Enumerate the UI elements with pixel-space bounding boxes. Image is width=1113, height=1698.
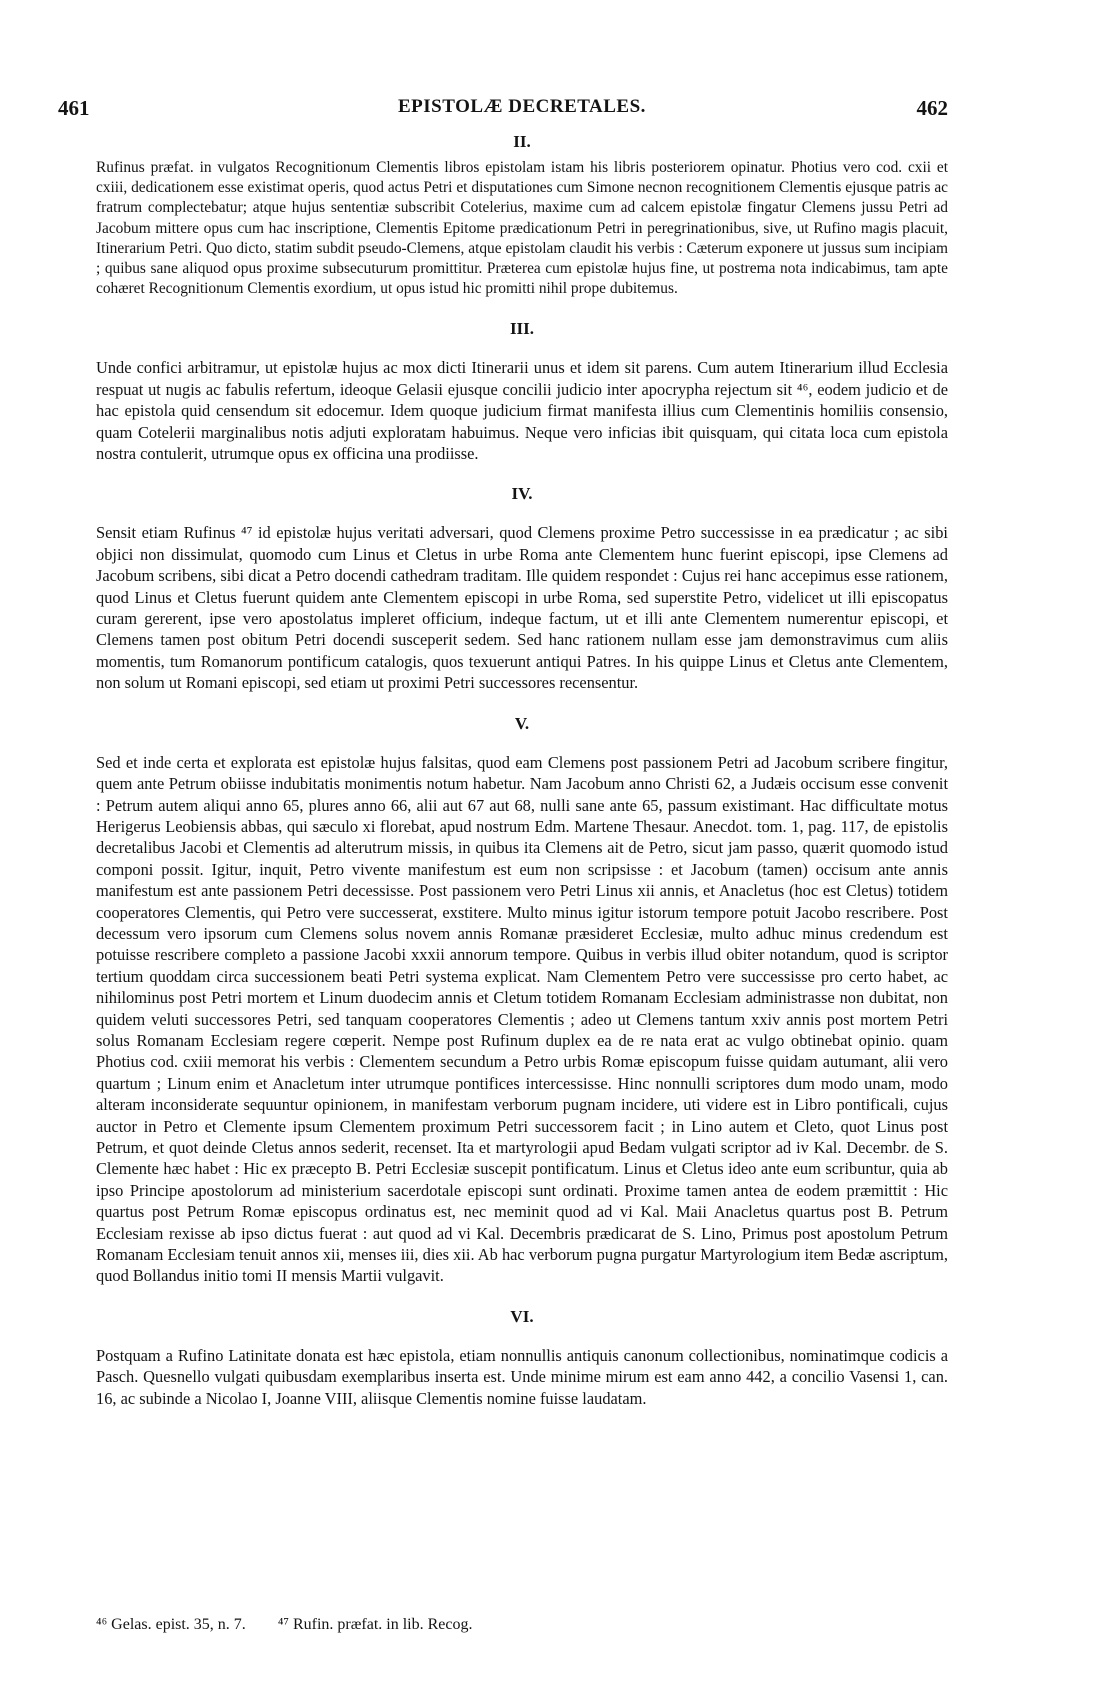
running-header bbox=[58, 96, 948, 124]
section-paragraph: Postquam a Rufino Latinitate donata est hæc epistola, etiam nonnullis antiquis canonum collectionibus, nominatimque codicis a Pasch. Quesnello vulgati quibusdam exemplaribus inserta est. Unde minime mirum est eam anno 442, a concilio Vasensi 1, can. 16, ac subinde a Nicolao I, Joanne VIII, aliisque Clementis nomine fuisse laudatam. bbox=[96, 1345, 948, 1408]
footnote: ⁴⁶ Gelas. epist. 35, n. 7. bbox=[96, 1616, 246, 1633]
body-text bbox=[96, 130, 948, 1409]
section-paragraph: Unde confici arbitramur, ut epistolæ hujus ac mox dicti Itinerarii unus et idem sit parens. Cum autem Itinerarium illud Ecclesia respuat ut nugis ac fabulis refertum, ideoque Gelasii ejusque concilii judicio inter apocrypha rejectum sit ⁴⁶, eodem judicio et de hac epistola quid censendum sit edocemur. Idem quoque judicium firmat manifesta illius cum Clementinis homiliis consensio, quam Cotelerii marginalibus notis adjuti exploratam habuimus. Neque vero inficias ibit quisquam, qui citata loca cum epistola nostra contulerit, utrumque opus ex officina una prodiisse. bbox=[96, 358, 948, 464]
section-number: V. bbox=[514, 713, 530, 733]
footnote: ⁴⁷ Rufin. præfat. in lib. Recog. bbox=[277, 1616, 473, 1633]
running-title: EPISTOLÆ DECRETALES. bbox=[398, 96, 646, 117]
section-number: III. bbox=[509, 319, 535, 339]
page-number-left: 461 bbox=[58, 96, 90, 120]
section-number: VI. bbox=[510, 1306, 534, 1326]
section-number: IV. bbox=[511, 484, 533, 504]
section-paragraph: Rufinus præfat. in vulgatos Recognitionum Clementis libros epistolam istam his libris posteriorem opinatur. Photius vero cod. cxii et cxiii, dedicationem esse existimat operis, quod actus Petri et disputationes cum Simone necnon recognitionem Clementis ejusque patris ac fratrum complectebatur; atque hujus sententiæ subscribit Cotelerius, maxime cum ad calcem epistolæ fingatur Clemens jussu Petri ad Jacobum mittere opus cum hac inscriptione, Clementis Epitome prædicationum Petri in peregrinationibus, sive, ut Rufino magis placuit, Itinerarium Petri. Quo dicto, statim subdit pseudo-Clemens, atque epistolam claudit his verbis : Cæterum exponere ut jussus sum incipiam ; quibus sane aliquod opus proxime subsecuturum promittitur. Præterea cum epistolæ hujus fine, ut postrema nota indicabimus, tam apte cohæret Recognitionum Clementis exordium, ut opus istud hic promitti nihil prope dubitemus. bbox=[96, 159, 948, 298]
section-number: II. bbox=[513, 132, 531, 151]
footnotes bbox=[96, 1616, 948, 1634]
section-paragraph: Sed et inde certa et explorata est epistolæ hujus falsitas, quod eam Clemens post passionem Petri ad Jacobum scribere fingitur, quem ante Petrum obiisse indubitatis monimentis notum habetur. Nam Jacobum anno Christi 62, a Judæis occisum esse convenit : Petrum autem aliqui anno 65, plures anno 66, alii aut 67 aut 68, nulli sane ante 65, passum existimant. Hac difficultate motus Herigerus Leobiensis abbas, qui sæculo xi florebat, apud nostrum Edm. Martene Thesaur. Anecdot. tom. 1, pag. 117, de epistolis decretalibus Jacobi et Clementis ad alterutrum missis, in quibus ita Clemens ait de Petro, sicut jam passo, quærit quomodo istud componi possit. Igitur, inquit, Petro vivente manifestum est eum non scripsisse : et Jacobum (tamen) occisum ante annis manifestum est ante passionem Petri decessisse. Post passionem vero Petri Linus xii annis, et Anacletus (hoc est Cletus) totidem cooperatores Clementis, qui Petro vere successerat, exstitere. Multo minus igitur istorum tempore potuit Jacobo rescribere. Post decessum vero ipsorum cum Clemens solus novem annis Romanæ præsideret Ecclesiæ, multo adhuc minus credendum est potuisse rescribere completo a passione Jacobi xxxii annorum tempore. Quibus in verbis illud obiter notandum, quod is scriptor tertium quoddam circa successionem beati Petri systema explicat. Nam Clementem Petro vere successisse pro certo habet, ac nihilominus post Petri mortem et Linum duodecim annis et Cletum totidem Romanam Ecclesiam administrasse non dubitat, non quidem veluti successores Petri, sed tanquam cooperatores Clementis ; adeo ut Clemens tantum xxiv annis post mortem Petri solus Romanam Ecclesiam regere cœperit. Nempe post Rufinum duplex ea de re nata erat ac vulgo obtinebat opinio. quam Photius cod. cxiii memorat his verbis : Clementem secundum a Petro urbis Romæ episcopum fuisse quidam autumant, alii vero quartum ; Linum enim et Anacletum inter utrumque pontifices intercessisse. Hinc nonnulli scriptores dum modo unam, modo alteram inconsiderate sequuntur opinionem, in manifestam verborum pugnam incidere, uti videre est in Libro pontificali, cujus auctor in Petro et Clemente ipsum Clementem proximum Petri successorem facit ; in Lino autem et Cleto, quot Linus post Petrum, et quot deinde Cletus annos sederit, recenset. Ita et martyrologii apud Bedam vulgati scriptor ad iv Kal. Decembr. de S. Clemente hæc habet : Hic ex præcepto B. Petri Ecclesiæ suscepit pontificatum. Linus et Cletus ideo ante eum scribuntur, quia ab ipso Principe apostolorum ad ministerium sacerdotale episcopi sunt ordinati. Proxime tamen antea de eodem præmittit : Hic quartus post Petrum Romæ episcopus ordinatus est, nec meminit quod ad vi Kal. Maii Anacletus quartus post B. Petrum Ecclesiam rexisse ab ipso dictus fuerat : aut quod ad vi Kal. Decembris prædicarat de S. Lino, Primus post apostolum Petrum Romanam Ecclesiam tenuit annos xii, menses iii, dies xii. Ab hac verborum pugna purgatur Martyrologium item Bedæ ascriptum, quod Bollandus initio tomi II mensis Martii vulgavit. bbox=[96, 752, 948, 1286]
section-paragraph: Sensit etiam Rufinus ⁴⁷ id epistolæ hujus veritati adversari, quod Clemens proxime Petro successisse in ea prædicatur ; ac sibi objici non dissimulat, quomodo cum Linus et Cletus in urbe Roma ante Clementem hunc fuerint episcopi, ipse Clemens ad Jacobum scribens, sibi dicat a Petro docendi cathedram traditam. Ille quidem respondet : Cujus rei hanc accepimus esse rationem, quod Linus et Cletus fuerunt quidem ante Clementem episcopi in urbe Roma, sed superstite Petro, videlicet ut illi episcopatus curam gererent, ipse vero apostolatus impleret officium, indeque factum, ut et illi ante Clementem numerentur episcopi, et Clemens tamen post obitum Petri docendi susceperit sedem. Sed hanc rationem nullam esse jam demonstravimus cum aliis momentis, tum Romanorum pontificum catalogis, quos texuerunt antiqui Patres. In his quippe Linus et Cletus ante Clementem, non solum ut Romani episcopi, sed etiam ut proximi Petri successores recensentur. bbox=[96, 523, 948, 693]
page-number-right: 462 bbox=[916, 96, 948, 120]
